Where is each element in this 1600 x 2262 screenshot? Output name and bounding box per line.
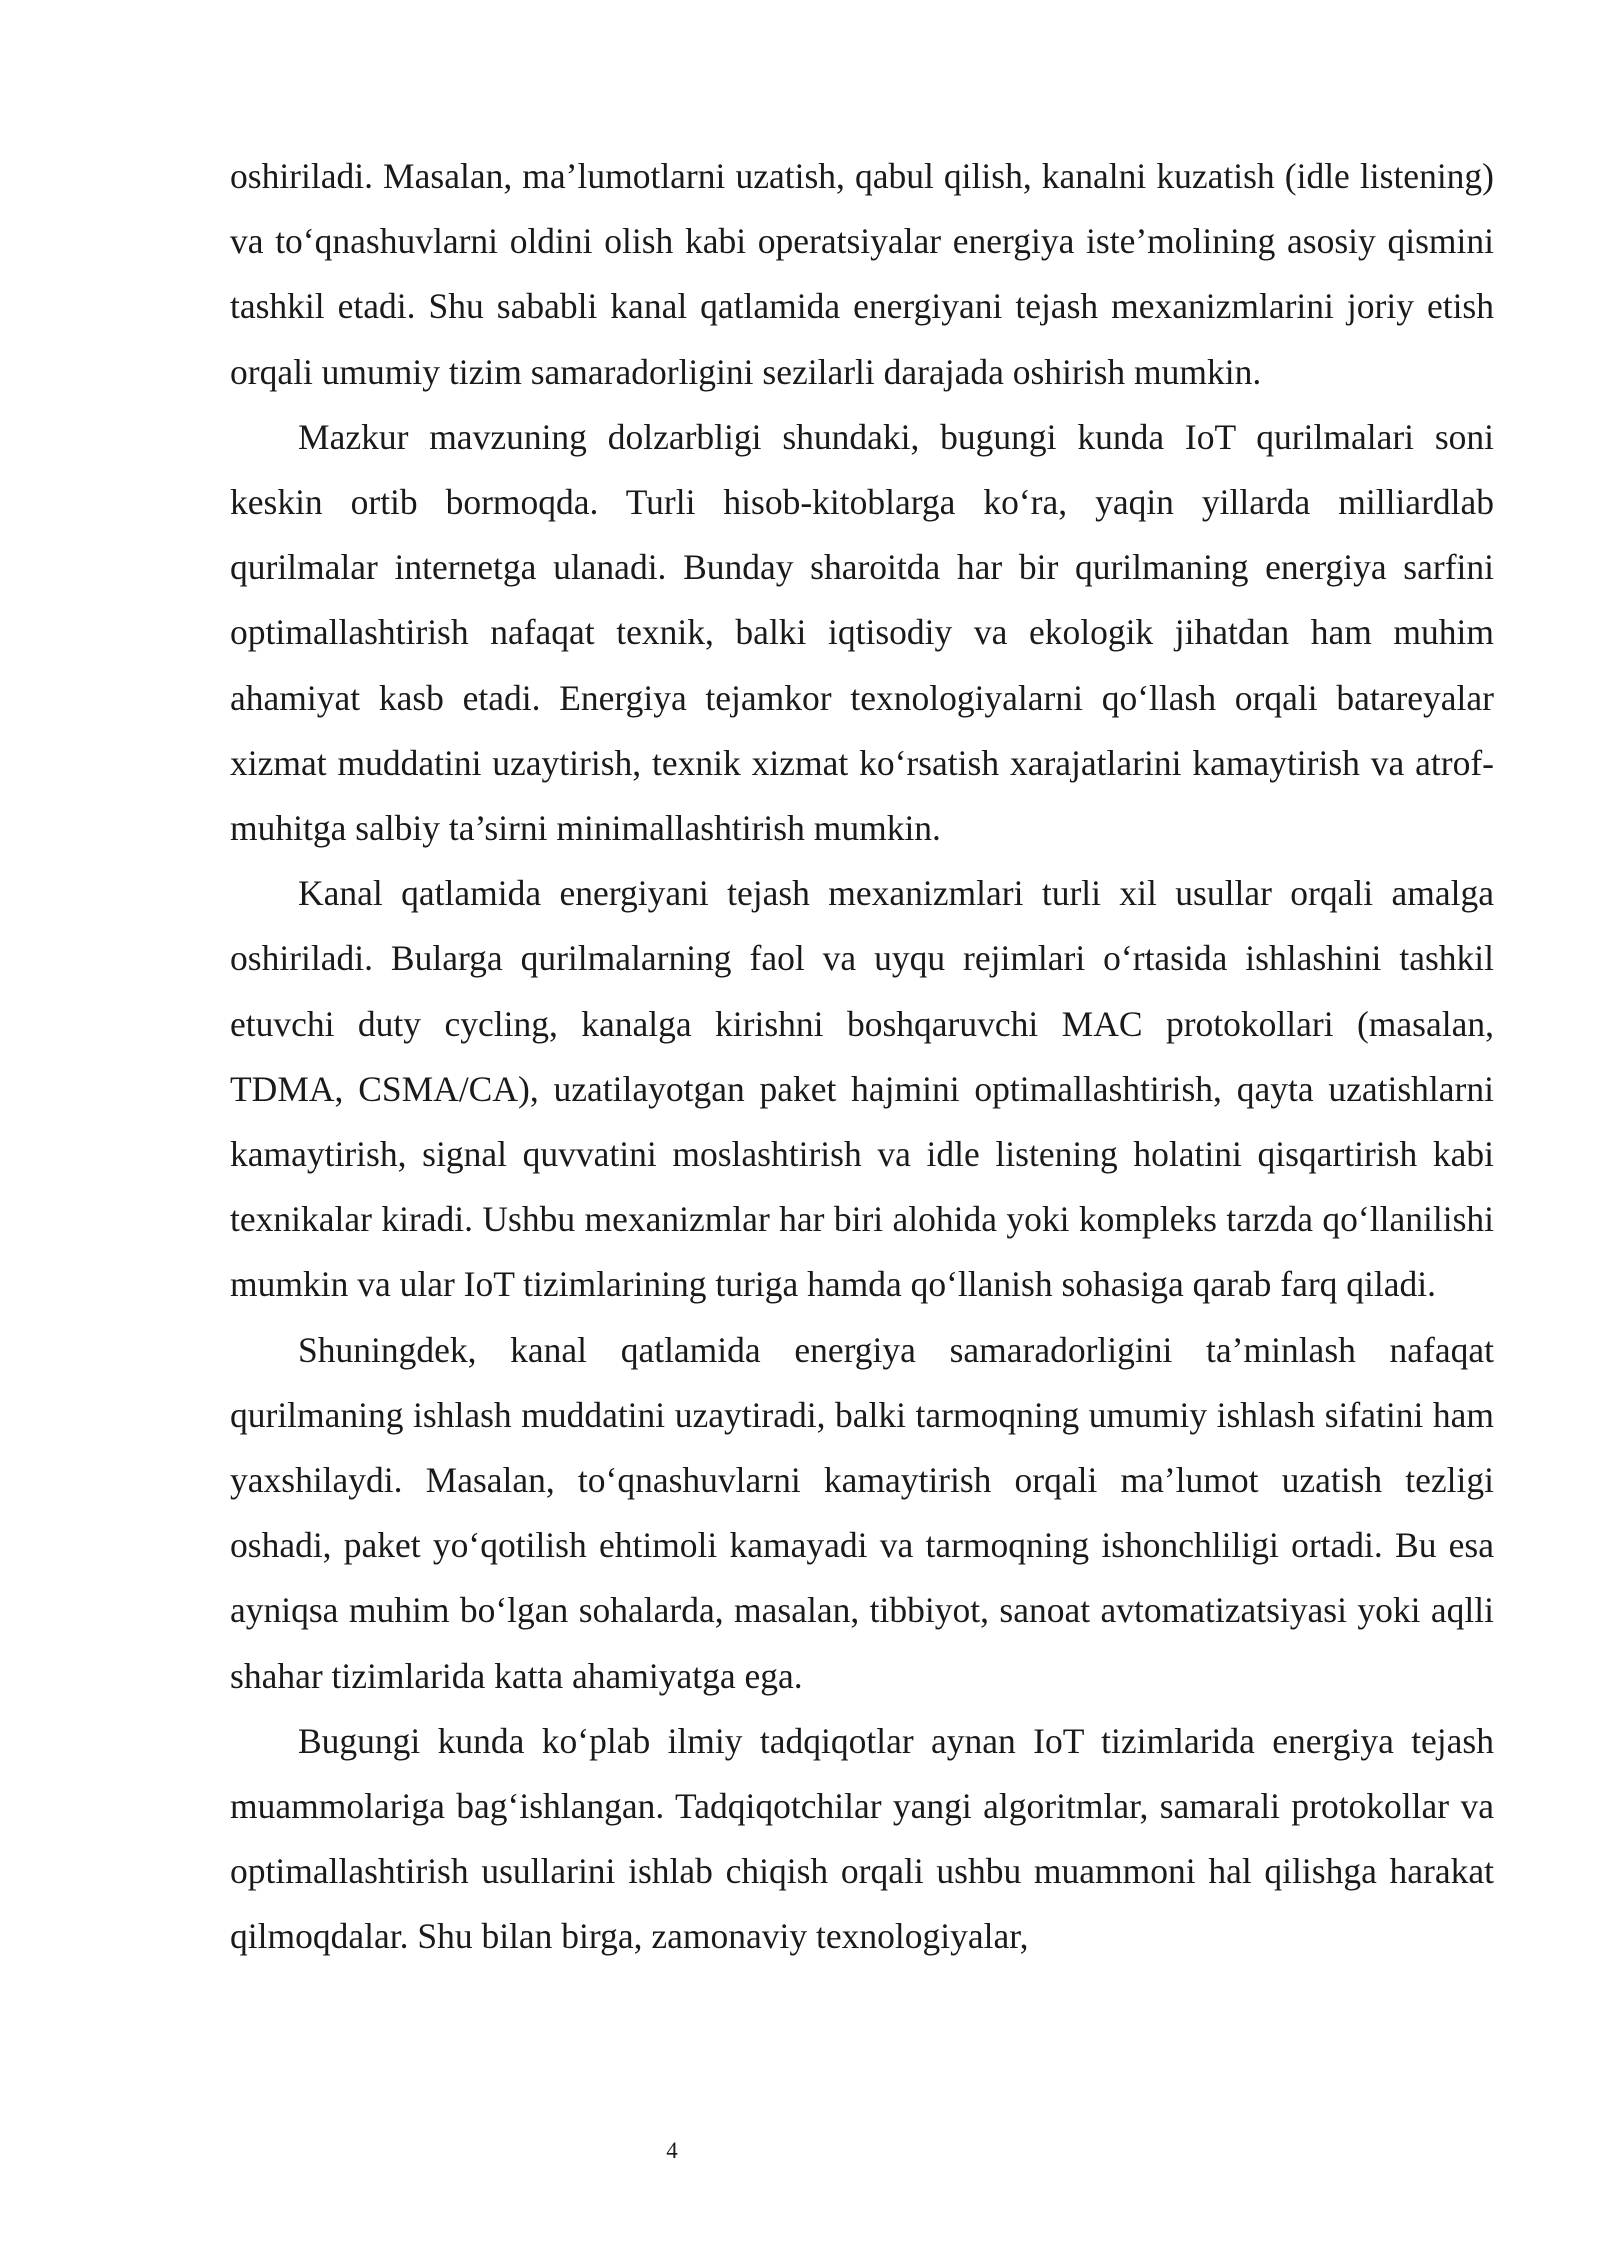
paragraph-mechanisms: Kanal qatlamida energiyani tejash mexanizmlari turli xil usullar orqali amalga oshiriladi. Bularga qurilmalarning faol va uyqu rejimlari o‘rtasida ishlashini tashkil etuvchi duty cycling, kanalga kirishni boshqaruvchi MAC protokollari (masalan, TDMA, CSMA/CA), uzatilayotgan paket hajmini optimallashtirish, qayta uzatishlarni kamaytirish, signal quvvatini moslashtirish va idle listening holatini qisqartirish kabi texnikalar kiradi. Ushbu mexanizmlar har biri alohida yoki kompleks tarzda qo‘llanilishi mumkin va ular IoT tizimlarining turiga hamda qo‘llanish sohasiga qarab farq qiladi.: [230, 873, 1494, 1305]
paragraph-continuation: oshiriladi. Masalan, ma’lumotlarni uzatish, qabul qilish, kanalni kuzatish (idle listening) va to‘qnashuvlarni oldini olish kabi operatsiyalar energiya iste’molining asosiy qismini tashkil etadi. Shu sababli kanal qatlamida energiyani tejash mexanizmlarini joriy etish orqali umumiy tizim samaradorligini sezilarli darajada oshirish mumkin.: [230, 156, 1494, 392]
page-number: 4: [666, 2138, 678, 2163]
paragraph-research: Bugungi kunda ko‘plab ilmiy tadqiqotlar aynan IoT tizimlarida energiya tejash muammolariga bag‘ishlangan. Tadqiqotchilar yangi algoritmlar, samarali protokollar va optimallashtirish usullarini ishlab chiqish orqali ushbu muammoni hal qilishga harakat qilmoqdalar. Shu bilan birga, zamonaviy texnologiyalar,: [230, 1720, 1494, 1957]
paragraph-relevance: Mazkur mavzuning dolzarbligi shundaki, bugungi kunda IoT qurilmalari soni keskin ortib bormoqda. Turli hisob-kitoblarga ko‘ra, yaqin yillarda milliardlab qurilmalar internetga ulanadi. Bunday sharoitda har bir qurilmaning energiya sarfini optimallashtirish nafaqat texnik, balki iqtisodiy va ekologik jihatdan ham muhim ahamiyat kasb etadi. Energiya tejamkor texnologiyalarni qo‘llash orqali batareyalar xizmat muddatini uzaytirish, texnik xizmat ko‘rsatish xarajatlarini kamaytirish va atrof-muhitga salbiy ta’sirni minimallashtirish mumkin.: [230, 416, 1494, 849]
paragraph-network-quality: Shuningdek, kanal qatlamida energiya samaradorligini ta’minlash nafaqat qurilmaning ishlash muddatini uzaytiradi, balki tarmoqning umumiy ishlash sifatini ham yaxshilaydi. Masalan, to‘qnashuvlarni kamaytirish orqali ma’lumot uzatish tezligi oshadi, paket yo‘qotilish ehtimoli kamayadi va tarmoqning ishonchliligi ortadi. Bu esa ayniqsa muhim bo‘lgan sohalarda, masalan, tibbiyot, sanoat avtomatizatsiyasi yoki aqlli shahar tizimlarida katta ahamiyatga ega.: [230, 1329, 1494, 1696]
body-text: [230, 144, 1494, 1970]
